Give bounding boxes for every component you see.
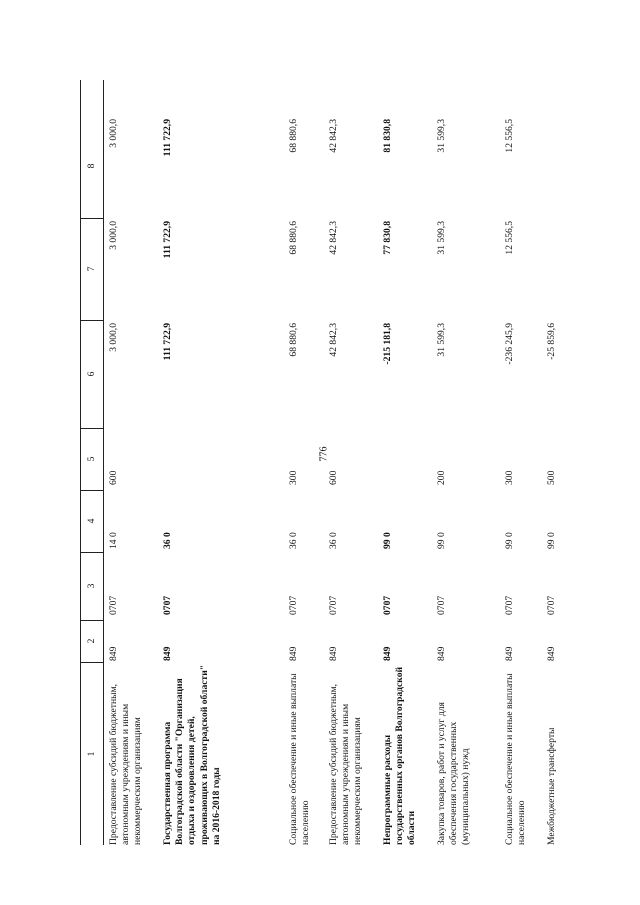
cell-col6: 31 599,3 [436, 323, 447, 357]
cell-col2: 849 [504, 646, 515, 661]
row-name: Закупка товаров, работ и услуг для обеспечения государственных (муниципальных) нужд [436, 702, 472, 845]
cell-col4: 99 0 [504, 532, 515, 549]
column-header: 6 [81, 320, 103, 429]
row-name: Социальное обеспечение и иные выплаты населению [288, 673, 312, 845]
cell-col5: 600 [328, 470, 339, 485]
budget-table [80, 80, 592, 845]
rotated-table-stage [80, 80, 592, 845]
cell-col2: 849 [288, 646, 299, 661]
column-header: 8 [81, 114, 103, 219]
cell-col3: 0707 [546, 595, 557, 615]
cell-col6: 3 000,0 [108, 323, 119, 352]
cell-col2: 849 [108, 646, 119, 661]
cell-col7: 111 722,9 [162, 221, 173, 259]
cell-col7: 31 599,3 [436, 221, 447, 255]
cell-col6: 42 842,3 [328, 323, 339, 357]
row-name: Социальное обеспечение и иные выплаты населению [504, 673, 528, 845]
cell-col2: 849 [382, 646, 393, 661]
cell-col3: 0707 [162, 595, 173, 615]
cell-col8: 3 000,0 [108, 119, 119, 148]
cell-col2: 849 [328, 646, 339, 661]
column-header: 7 [81, 218, 103, 321]
cell-col2: 849 [436, 646, 447, 661]
cell-col4: 99 0 [382, 532, 393, 549]
cell-col8: 12 556,5 [504, 119, 515, 153]
column-header: 5 [81, 428, 103, 491]
cell-col2: 849 [546, 646, 557, 661]
row-name: Предоставление субсидий бюджетным, автономным учреждениям и иным некоммерческим организациям [108, 683, 144, 845]
cell-col6: 111 722,9 [162, 323, 173, 361]
cell-col5: 200 [436, 470, 447, 485]
cell-col7: 68 880,6 [288, 221, 299, 255]
cell-col5: 300 [504, 470, 515, 485]
cell-col6: -25 859,6 [546, 323, 557, 360]
column-header: 1 [87, 751, 97, 757]
row-name: Межбюджетные трансферты [546, 727, 557, 845]
cell-col4: 36 0 [288, 532, 299, 549]
cell-col3: 0707 [288, 595, 299, 615]
row-name: Предоставление субсидий бюджетным, автономным учреждениям и иным некоммерческим организациям [328, 683, 364, 845]
row-name: Государственная программа Волгоградской области "Организация отдыха и оздоровления детей, проживающих в Волгоградской области" на 2016-2018 годы [162, 664, 222, 845]
cell-col8: 42 842,3 [328, 119, 339, 153]
cell-col6: -236 245,9 [504, 323, 515, 365]
page-number: 776 [318, 446, 330, 462]
cell-col5: 600 [108, 470, 119, 485]
cell-col8: 31 599,3 [436, 119, 447, 153]
cell-col8: 68 880,6 [288, 119, 299, 153]
column-header: 2 [81, 620, 103, 663]
cell-col3: 0707 [108, 595, 119, 615]
cell-col3: 0707 [328, 595, 339, 615]
cell-col8: 81 830,8 [382, 119, 393, 153]
cell-col6: 68 880,6 [288, 323, 299, 357]
column-header: 4 [81, 490, 103, 553]
cell-col4: 14 0 [108, 532, 119, 549]
cell-col7: 42 842,3 [328, 221, 339, 255]
cell-col4: 99 0 [436, 532, 447, 549]
cell-col6: -215 181,8 [382, 323, 393, 365]
cell-col5: 500 [546, 470, 557, 485]
cell-col8: 111 722,9 [162, 119, 173, 157]
table-header [80, 80, 104, 845]
cell-col3: 0707 [436, 595, 447, 615]
cell-col7: 3 000,0 [108, 221, 119, 250]
column-header: 3 [81, 552, 103, 621]
cell-col4: 36 0 [162, 532, 173, 549]
cell-col7: 12 556,5 [504, 221, 515, 255]
cell-col5: 300 [288, 470, 299, 485]
cell-col3: 0707 [504, 595, 515, 615]
cell-col3: 0707 [382, 595, 393, 615]
cell-col7: 77 830,8 [382, 221, 393, 255]
row-name: Непрограммные расходы государственных органов Волгоградской области [382, 666, 418, 845]
cell-col4: 99 0 [546, 532, 557, 549]
cell-col2: 849 [162, 646, 173, 661]
cell-col4: 36 0 [328, 532, 339, 549]
